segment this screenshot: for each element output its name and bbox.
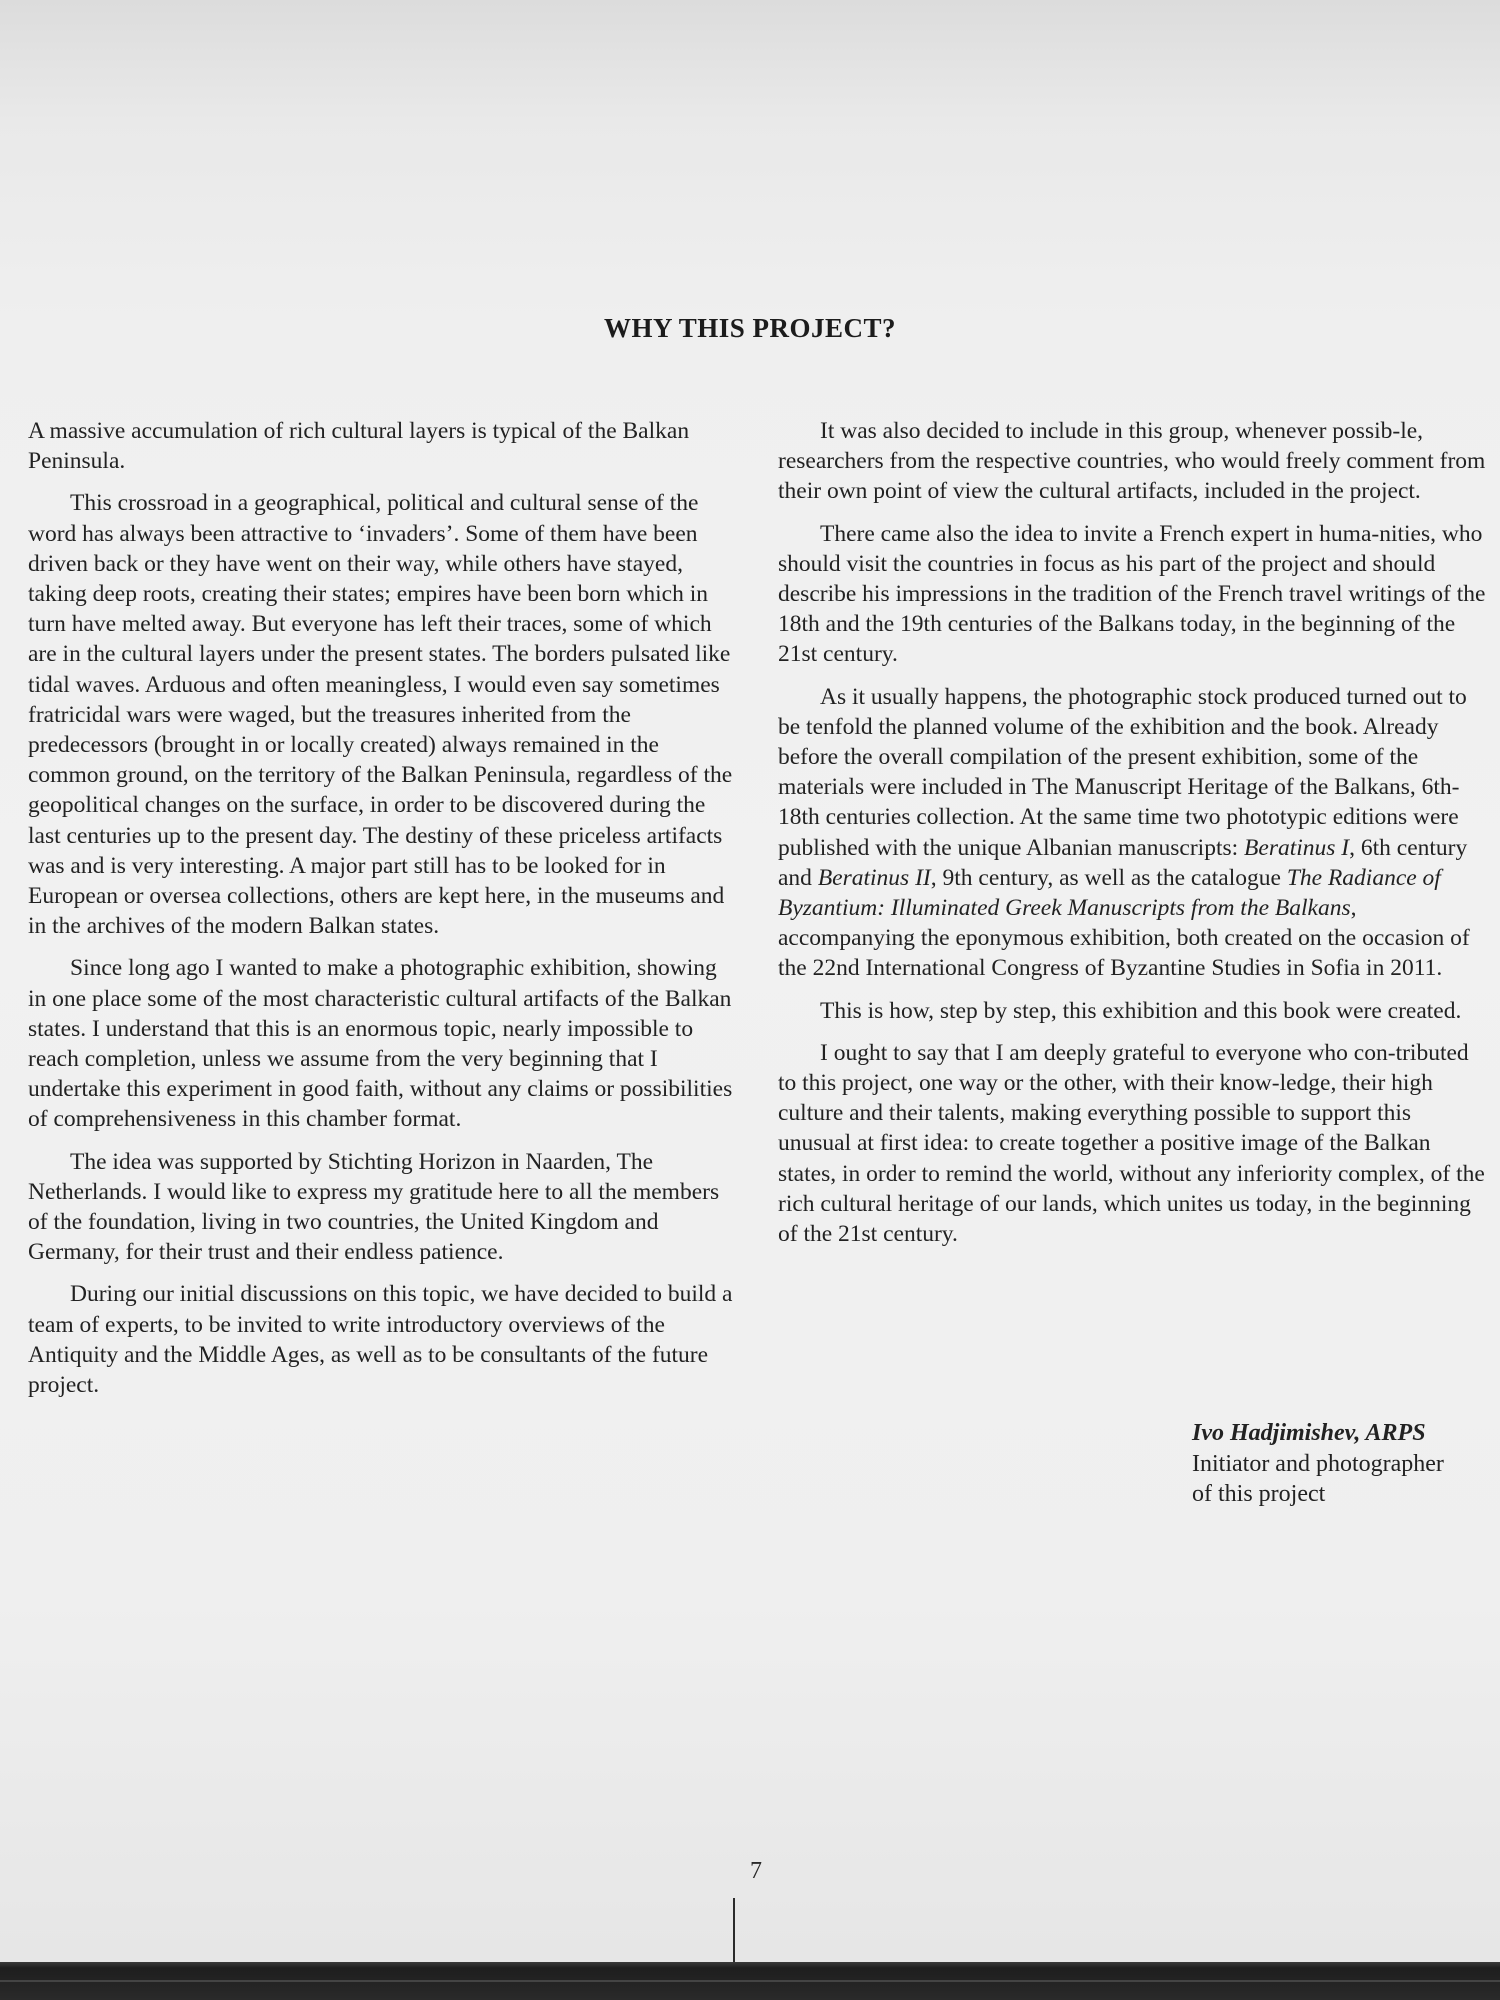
left-paragraph-5: During our initial discussions on this topic, we have decided to build a team of experts, to be invited to write introductory overviews of the Antiquity and the Middle Ages, as well as to be consultants of the future project. bbox=[28, 1281, 733, 1399]
bottom-frame-edge bbox=[0, 1962, 1500, 2000]
right-paragraph-3 bbox=[778, 682, 1486, 984]
left-paragraph-2: This crossroad in a geographical, political and cultural sense of the word has always been attractive to ‘invaders’. Some of them have been driven back or they have went on their way, while others have stayed, taking deep roots, creating their states; empires have been born which in turn have melted away. But everyone has left their traces, some of which are in the cultural layers under the present states. The borders pulsated like tidal waves. Arduous and often meaningless, I would even say sometimes fratricidal wars were waged, but the treasures inherited from the predecessors (brought in or locally created) always remained in the common ground, on the territory of the Balkan Peninsula, regardless of the geopolitical changes on the surface, in order to be discovered during the last centuries up to the present day. The destiny of these priceless artifacts was and is very interesting. A major part still has to be looked for in European or oversea collections, others are kept here, in the museums and in the archives of the modern Balkan states. bbox=[28, 490, 733, 940]
left-paragraph-1: A massive accumulation of rich cultural layers is typical of the Balkan Peninsula. bbox=[28, 418, 690, 475]
page-title: WHY THIS PROJECT? bbox=[603, 313, 897, 343]
right-column bbox=[778, 416, 1486, 1261]
title-beratinus-2: Beratinus II bbox=[817, 864, 931, 891]
right-paragraph-3-part-c: , 9th century, as well as the catalogue bbox=[930, 864, 1287, 891]
title-radiance-of-byzantium: The Radiance of Byzantium: Illuminated Greek Manuscripts from the Balkans bbox=[778, 864, 1441, 922]
right-paragraph-3-part-a: As it usually happens, the photographic stock produced turned out to be tenfold the planned volume of the exhibition and the book. Already before the overall compilation of the present exhibition, some of the materials were included in The Manuscript Heritage of the Balkans, 6th-18th centuries collection. At the same time two phototypic editions were published with the unique Albanian manuscripts: bbox=[778, 683, 1467, 861]
signature-name: Ivo Hadjimishev, ARPS bbox=[1192, 1420, 1426, 1446]
left-paragraph-4: The idea was supported by Stichting Horizon in Naarden, The Netherlands. I would like to express my gratitude here to all the members of the foundation, living in two countries, the United Kingdom and Germany, for their trust and their endless patience. bbox=[28, 1148, 720, 1266]
right-paragraph-4: This is how, step by step, this exhibition and this book were created. bbox=[820, 997, 1462, 1024]
signature-block bbox=[1192, 1418, 1492, 1510]
right-paragraph-2: There came also the idea to invite a French expert in huma-nities, who should visit the countries in focus as his part of the project and should describe his impressions in the tradition of the French travel writings of the 18th and the 19th centuries of the Balkans today, in the beginning of the 21st century. bbox=[778, 520, 1486, 668]
title-beratinus-1: Beratinus I bbox=[1244, 834, 1350, 861]
bleed-through-shadow bbox=[0, 180, 1500, 227]
right-paragraph-1: It was also decided to include in this group, whenever possib-le, researchers from the respective countries, who would freely comment from their own point of view the cultural artifacts, included in the project. bbox=[778, 418, 1486, 505]
book-gutter-line bbox=[733, 1898, 735, 1964]
signature-role-line-2: of this project bbox=[1192, 1481, 1326, 1507]
bottom-frame-ridge bbox=[0, 1980, 1500, 1982]
right-paragraph-3-part-d: , accompanying the eponymous exhibition, both created on the occasion of the 22nd International Congress of Byzantine Studies in Sofia in 2011. bbox=[778, 895, 1470, 982]
right-paragraph-5: I ought to say that I am deeply grateful to everyone who con-tributed to this project, one way or the other, with their know-ledge, their high culture and their talents, making everything possible to support this unusual at first idea: to create together a positive image of the Balkan states, in order to remind the world, without any inferiority complex, of the rich cultural heritage of our lands, which unites us today, in the beginning of the 21st century. bbox=[778, 1039, 1485, 1248]
left-column bbox=[28, 416, 740, 1412]
signature-role-line-1: Initiator and photographer bbox=[1192, 1450, 1444, 1477]
left-paragraph-3: Since long ago I wanted to make a photographic exhibition, showing in one place some of the most characteristic cultural artifacts of the Balkan states. I understand that this is an enormous topic, nearly impossible to reach completion, unless we assume from the very beginning that I undertake this experiment in good faith, without any claims or possibilities of comprehensiveness in this chamber format. bbox=[28, 955, 733, 1133]
right-paragraph-3-part-b: , 6th century and bbox=[778, 834, 1468, 891]
page-number: 7 bbox=[750, 1858, 762, 1884]
